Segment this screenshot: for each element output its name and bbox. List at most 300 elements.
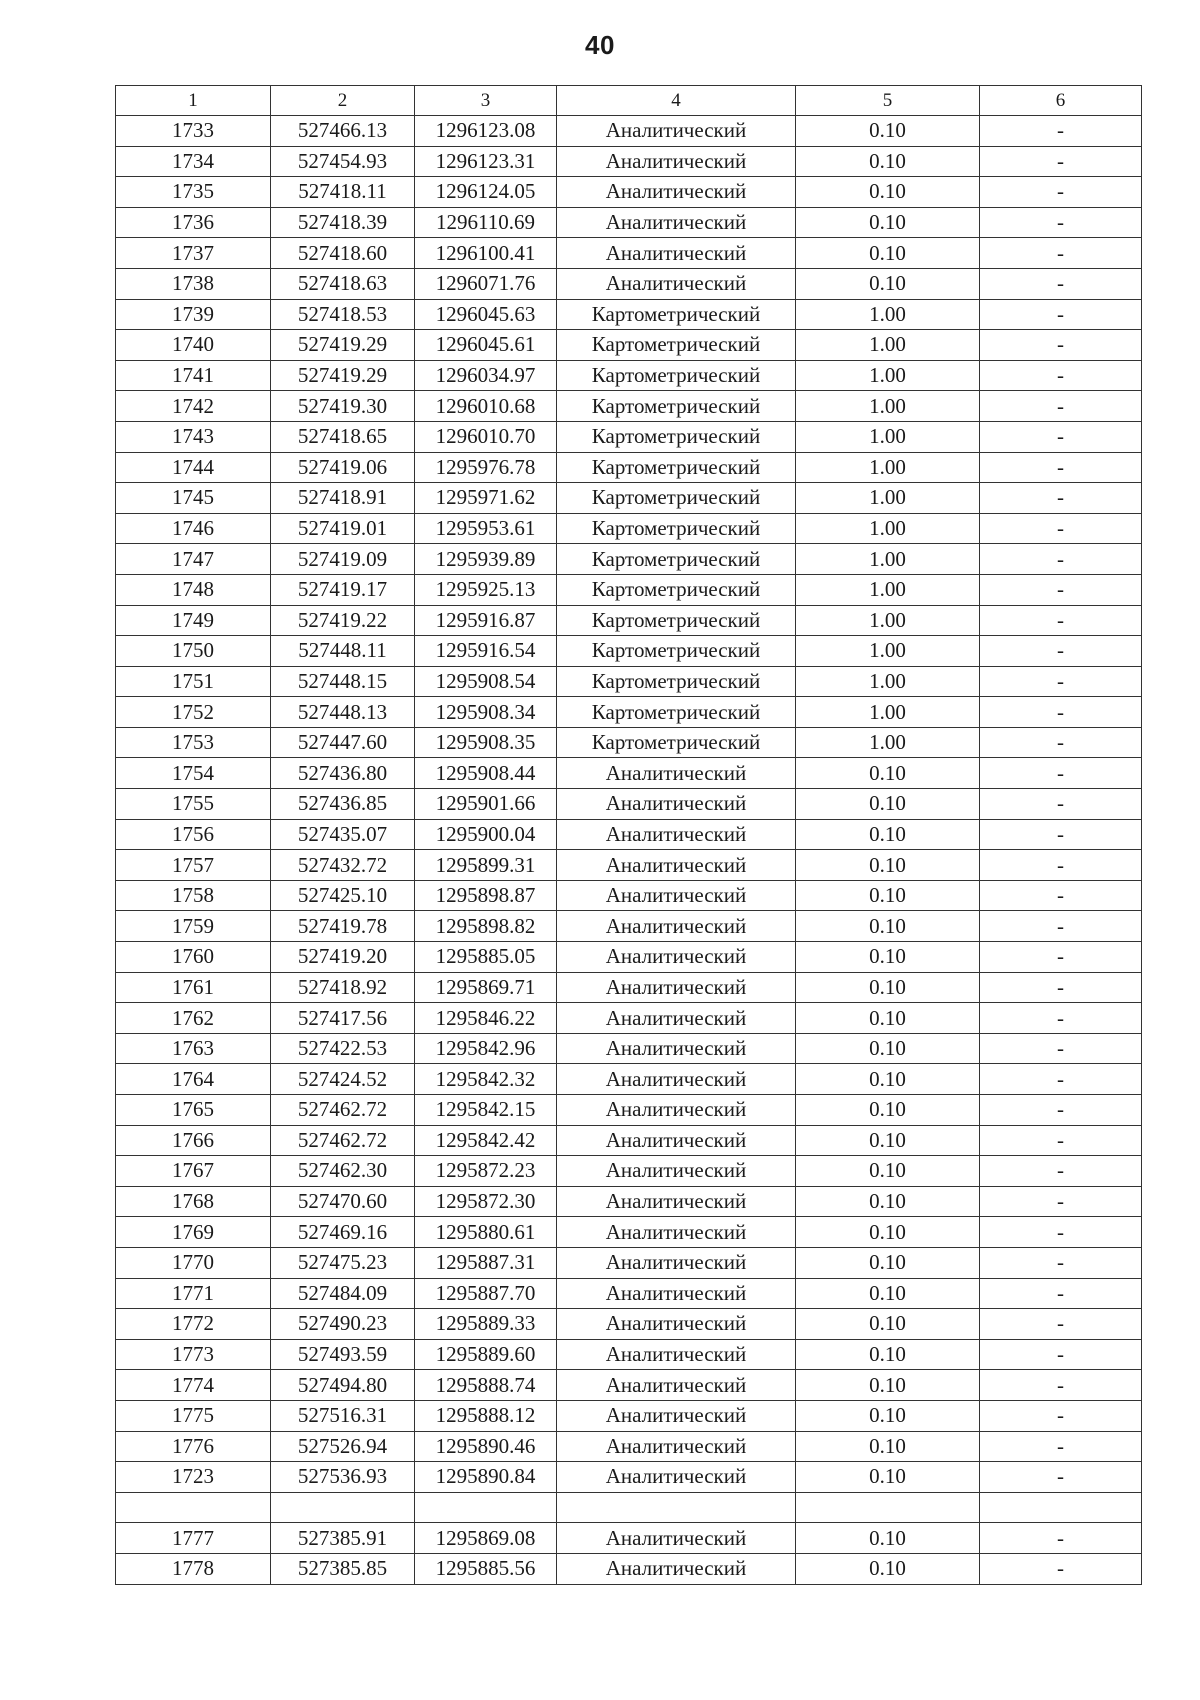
table-row <box>116 1095 1142 1126</box>
cell-method: Картометрический <box>557 391 796 422</box>
cell-note: - <box>980 1095 1142 1126</box>
cell-point-number: 1747 <box>116 544 271 575</box>
cell-note: - <box>980 116 1142 147</box>
cell-coordinate-x: 527462.30 <box>271 1156 415 1187</box>
cell-method: Аналитический <box>557 1431 796 1462</box>
cell-method: Картометрический <box>557 421 796 452</box>
cell-note: - <box>980 1156 1142 1187</box>
cell-note: - <box>980 1278 1142 1309</box>
cell-note: - <box>980 1217 1142 1248</box>
table-row <box>116 1462 1142 1493</box>
page-number: 40 <box>585 30 615 60</box>
cell-note: - <box>980 544 1142 575</box>
cell-accuracy: 0.10 <box>796 819 980 850</box>
column-header-5: 5 <box>796 86 980 116</box>
cell-coordinate-y: 1295842.96 <box>415 1033 557 1064</box>
cell-coordinate-y: 1295899.31 <box>415 850 557 881</box>
cell-point-number: 1743 <box>116 421 271 452</box>
cell-coordinate-x: 527462.72 <box>271 1125 415 1156</box>
cell-coordinate-x: 527490.23 <box>271 1309 415 1340</box>
cell-note: - <box>980 1247 1142 1278</box>
cell-coordinate-x: 527419.17 <box>271 574 415 605</box>
cell-note: - <box>980 972 1142 1003</box>
cell-method: Аналитический <box>557 1370 796 1401</box>
cell-coordinate-x: 527484.09 <box>271 1278 415 1309</box>
cell-point-number: 1734 <box>116 146 271 177</box>
cell-note: - <box>980 1431 1142 1462</box>
cell-coordinate-x: 527418.91 <box>271 483 415 514</box>
cell-note: - <box>980 299 1142 330</box>
cell-method: Аналитический <box>557 880 796 911</box>
cell-accuracy: 0.10 <box>796 758 980 789</box>
cell-method: Картометрический <box>557 574 796 605</box>
cell-point-number: 1733 <box>116 116 271 147</box>
cell-coordinate-x: 527432.72 <box>271 850 415 881</box>
cell-point-number: 1762 <box>116 1003 271 1034</box>
cell-coordinate-x: 527470.60 <box>271 1186 415 1217</box>
coordinates-table <box>115 85 1142 1585</box>
cell-coordinate-x: 527448.11 <box>271 636 415 667</box>
cell-coordinate-x: 527418.63 <box>271 268 415 299</box>
cell-point-number: 1777 <box>116 1523 271 1554</box>
cell-accuracy: 1.00 <box>796 360 980 391</box>
table-row <box>116 758 1142 789</box>
cell-point-number: 1753 <box>116 727 271 758</box>
table-row <box>116 360 1142 391</box>
table-row <box>116 146 1142 177</box>
cell-accuracy: 0.10 <box>796 1186 980 1217</box>
cell-coordinate-y: 1295901.66 <box>415 789 557 820</box>
cell-coordinate-y: 1295908.44 <box>415 758 557 789</box>
cell-point-number: 1764 <box>116 1064 271 1095</box>
table-row <box>116 177 1142 208</box>
table-row <box>116 605 1142 636</box>
cell-coordinate-y: 1295872.30 <box>415 1186 557 1217</box>
cell-coordinate-x: 527447.60 <box>271 727 415 758</box>
cell-accuracy: 0.10 <box>796 1370 980 1401</box>
cell-method: Аналитический <box>557 1186 796 1217</box>
cell-accuracy: 0.10 <box>796 1431 980 1462</box>
cell-method: Аналитический <box>557 850 796 881</box>
cell-coordinate-y <box>415 1492 557 1523</box>
cell-coordinate-y: 1295890.84 <box>415 1462 557 1493</box>
cell-note: - <box>980 421 1142 452</box>
cell-accuracy: 0.10 <box>796 1217 980 1248</box>
cell-note: - <box>980 1125 1142 1156</box>
cell-point-number: 1776 <box>116 1431 271 1462</box>
cell-accuracy: 0.10 <box>796 911 980 942</box>
cell-coordinate-y: 1295908.54 <box>415 666 557 697</box>
cell-method: Аналитический <box>557 1339 796 1370</box>
cell-coordinate-y: 1295939.89 <box>415 544 557 575</box>
cell-note: - <box>980 911 1142 942</box>
table-row <box>116 1339 1142 1370</box>
table-row <box>116 636 1142 667</box>
cell-coordinate-x: 527417.56 <box>271 1003 415 1034</box>
cell-coordinate-y: 1295925.13 <box>415 574 557 605</box>
cell-coordinate-y: 1295869.71 <box>415 972 557 1003</box>
cell-point-number: 1768 <box>116 1186 271 1217</box>
cell-note: - <box>980 819 1142 850</box>
cell-coordinate-x: 527425.10 <box>271 880 415 911</box>
cell-point-number: 1742 <box>116 391 271 422</box>
cell-coordinate-x: 527475.23 <box>271 1247 415 1278</box>
cell-coordinate-y: 1295888.74 <box>415 1370 557 1401</box>
cell-coordinate-x: 527419.29 <box>271 330 415 361</box>
cell-point-number: 1746 <box>116 513 271 544</box>
cell-coordinate-x: 527418.39 <box>271 207 415 238</box>
table-row <box>116 1156 1142 1187</box>
cell-coordinate-x: 527419.78 <box>271 911 415 942</box>
table-row <box>116 1523 1142 1554</box>
cell-coordinate-x: 527462.72 <box>271 1095 415 1126</box>
table-row <box>116 513 1142 544</box>
cell-coordinate-x: 527419.30 <box>271 391 415 422</box>
cell-coordinate-y: 1295953.61 <box>415 513 557 544</box>
cell-accuracy: 1.00 <box>796 330 980 361</box>
cell-point-number: 1749 <box>116 605 271 636</box>
cell-point-number: 1735 <box>116 177 271 208</box>
cell-coordinate-y: 1296100.41 <box>415 238 557 269</box>
column-header-4: 4 <box>557 86 796 116</box>
cell-coordinate-x: 527385.91 <box>271 1523 415 1554</box>
cell-accuracy <box>796 1492 980 1523</box>
cell-method <box>557 1492 796 1523</box>
cell-point-number: 1736 <box>116 207 271 238</box>
cell-coordinate-y: 1296010.68 <box>415 391 557 422</box>
cell-point-number: 1758 <box>116 880 271 911</box>
cell-method: Аналитический <box>557 1217 796 1248</box>
cell-point-number: 1739 <box>116 299 271 330</box>
cell-coordinate-x: 527419.29 <box>271 360 415 391</box>
cell-method: Аналитический <box>557 1247 796 1278</box>
cell-accuracy: 0.10 <box>796 789 980 820</box>
cell-method: Картометрический <box>557 605 796 636</box>
cell-point-number: 1770 <box>116 1247 271 1278</box>
cell-note: - <box>980 1462 1142 1493</box>
table-header-row <box>116 86 1142 116</box>
cell-coordinate-y: 1295846.22 <box>415 1003 557 1034</box>
cell-note: - <box>980 330 1142 361</box>
cell-point-number: 1765 <box>116 1095 271 1126</box>
cell-method: Картометрический <box>557 360 796 391</box>
cell-note: - <box>980 1003 1142 1034</box>
cell-coordinate-x: 527385.85 <box>271 1553 415 1584</box>
cell-coordinate-y: 1295916.54 <box>415 636 557 667</box>
cell-accuracy: 0.10 <box>796 177 980 208</box>
cell-coordinate-x: 527419.01 <box>271 513 415 544</box>
table-row <box>116 483 1142 514</box>
cell-coordinate-y: 1296010.70 <box>415 421 557 452</box>
table-row <box>116 330 1142 361</box>
cell-method: Картометрический <box>557 697 796 728</box>
cell-coordinate-y: 1295842.42 <box>415 1125 557 1156</box>
cell-coordinate-x: 527526.94 <box>271 1431 415 1462</box>
cell-method: Картометрический <box>557 544 796 575</box>
cell-accuracy: 0.10 <box>796 1523 980 1554</box>
cell-method: Аналитический <box>557 789 796 820</box>
cell-coordinate-y: 1296045.63 <box>415 299 557 330</box>
cell-note: - <box>980 1523 1142 1554</box>
cell-method: Аналитический <box>557 1095 796 1126</box>
table-row <box>116 452 1142 483</box>
cell-method: Аналитический <box>557 238 796 269</box>
cell-note: - <box>980 1186 1142 1217</box>
cell-method: Картометрический <box>557 330 796 361</box>
cell-coordinate-y: 1295842.32 <box>415 1064 557 1095</box>
cell-accuracy: 0.10 <box>796 207 980 238</box>
cell-accuracy: 1.00 <box>796 452 980 483</box>
cell-point-number: 1752 <box>116 697 271 728</box>
table-row <box>116 421 1142 452</box>
cell-accuracy: 0.10 <box>796 1003 980 1034</box>
cell-coordinate-x: 527419.09 <box>271 544 415 575</box>
table-row <box>116 268 1142 299</box>
cell-method: Аналитический <box>557 146 796 177</box>
cell-coordinate-y: 1295887.70 <box>415 1278 557 1309</box>
cell-coordinate-y: 1295908.35 <box>415 727 557 758</box>
cell-method: Аналитический <box>557 1033 796 1064</box>
cell-note: - <box>980 666 1142 697</box>
cell-point-number: 1771 <box>116 1278 271 1309</box>
table-row <box>116 697 1142 728</box>
cell-method: Аналитический <box>557 116 796 147</box>
cell-accuracy: 0.10 <box>796 1553 980 1584</box>
cell-coordinate-x: 527419.20 <box>271 942 415 973</box>
cell-method: Аналитический <box>557 1278 796 1309</box>
cell-point-number: 1766 <box>116 1125 271 1156</box>
cell-method: Аналитический <box>557 972 796 1003</box>
cell-method: Картометрический <box>557 666 796 697</box>
cell-coordinate-y: 1296123.31 <box>415 146 557 177</box>
cell-method: Аналитический <box>557 1125 796 1156</box>
table-row <box>116 1247 1142 1278</box>
table-row <box>116 1278 1142 1309</box>
cell-coordinate-x: 527536.93 <box>271 1462 415 1493</box>
table-row <box>116 1125 1142 1156</box>
cell-note: - <box>980 1370 1142 1401</box>
cell-coordinate-y: 1295898.82 <box>415 911 557 942</box>
table-row <box>116 1309 1142 1340</box>
cell-accuracy: 0.10 <box>796 238 980 269</box>
cell-accuracy: 0.10 <box>796 1400 980 1431</box>
table-row <box>116 207 1142 238</box>
table-row <box>116 116 1142 147</box>
cell-note: - <box>980 391 1142 422</box>
cell-coordinate-x: 527454.93 <box>271 146 415 177</box>
cell-coordinate-y: 1295887.31 <box>415 1247 557 1278</box>
cell-coordinate-y: 1295869.08 <box>415 1523 557 1554</box>
cell-coordinate-x: 527424.52 <box>271 1064 415 1095</box>
cell-coordinate-y: 1295900.04 <box>415 819 557 850</box>
table-row <box>116 1003 1142 1034</box>
cell-point-number <box>116 1492 271 1523</box>
cell-coordinate-y: 1295890.46 <box>415 1431 557 1462</box>
cell-coordinate-y: 1295872.23 <box>415 1156 557 1187</box>
cell-method: Аналитический <box>557 1003 796 1034</box>
cell-note: - <box>980 177 1142 208</box>
cell-accuracy: 0.10 <box>796 1247 980 1278</box>
cell-accuracy: 0.10 <box>796 1156 980 1187</box>
cell-point-number: 1756 <box>116 819 271 850</box>
cell-coordinate-y: 1295889.33 <box>415 1309 557 1340</box>
cell-note: - <box>980 238 1142 269</box>
cell-coordinate-y: 1295889.60 <box>415 1339 557 1370</box>
cell-point-number: 1763 <box>116 1033 271 1064</box>
cell-point-number: 1737 <box>116 238 271 269</box>
cell-coordinate-y: 1295888.12 <box>415 1400 557 1431</box>
cell-note: - <box>980 360 1142 391</box>
cell-coordinate-x: 527469.16 <box>271 1217 415 1248</box>
cell-point-number: 1741 <box>116 360 271 391</box>
cell-note: - <box>980 1400 1142 1431</box>
cell-method: Картометрический <box>557 299 796 330</box>
cell-point-number: 1740 <box>116 330 271 361</box>
cell-accuracy: 1.00 <box>796 605 980 636</box>
cell-method: Аналитический <box>557 1553 796 1584</box>
cell-accuracy: 0.10 <box>796 1339 980 1370</box>
cell-method: Аналитический <box>557 177 796 208</box>
cell-note: - <box>980 758 1142 789</box>
cell-point-number: 1772 <box>116 1309 271 1340</box>
cell-coordinate-y: 1296110.69 <box>415 207 557 238</box>
cell-point-number: 1748 <box>116 574 271 605</box>
cell-point-number: 1774 <box>116 1370 271 1401</box>
cell-method: Картометрический <box>557 513 796 544</box>
cell-coordinate-y: 1295842.15 <box>415 1095 557 1126</box>
cell-coordinate-x: 527436.80 <box>271 758 415 789</box>
cell-coordinate-y: 1295885.56 <box>415 1553 557 1584</box>
cell-accuracy: 1.00 <box>796 483 980 514</box>
cell-point-number: 1755 <box>116 789 271 820</box>
table-row <box>116 299 1142 330</box>
cell-note: - <box>980 483 1142 514</box>
cell-coordinate-y: 1296034.97 <box>415 360 557 391</box>
cell-point-number: 1778 <box>116 1553 271 1584</box>
cell-point-number: 1760 <box>116 942 271 973</box>
cell-method: Аналитический <box>557 819 796 850</box>
cell-method: Аналитический <box>557 1523 796 1554</box>
cell-accuracy: 0.10 <box>796 1462 980 1493</box>
cell-note: - <box>980 880 1142 911</box>
cell-accuracy: 1.00 <box>796 574 980 605</box>
cell-point-number: 1759 <box>116 911 271 942</box>
cell-coordinate-y: 1295880.61 <box>415 1217 557 1248</box>
cell-method: Картометрический <box>557 636 796 667</box>
cell-note: - <box>980 1033 1142 1064</box>
cell-coordinate-x: 527448.13 <box>271 697 415 728</box>
cell-accuracy: 0.10 <box>796 1033 980 1064</box>
cell-note: - <box>980 605 1142 636</box>
cell-coordinate-x: 527418.53 <box>271 299 415 330</box>
cell-note: - <box>980 1553 1142 1584</box>
cell-coordinate-x: 527466.13 <box>271 116 415 147</box>
column-header-6: 6 <box>980 86 1142 116</box>
cell-coordinate-y: 1296123.08 <box>415 116 557 147</box>
cell-point-number: 1757 <box>116 850 271 881</box>
table-row <box>116 574 1142 605</box>
cell-coordinate-x: 527435.07 <box>271 819 415 850</box>
table-row <box>116 666 1142 697</box>
table-row <box>116 880 1142 911</box>
cell-point-number: 1745 <box>116 483 271 514</box>
table-row <box>116 238 1142 269</box>
cell-point-number: 1767 <box>116 1156 271 1187</box>
cell-note: - <box>980 513 1142 544</box>
cell-point-number: 1775 <box>116 1400 271 1431</box>
cell-coordinate-x: 527494.80 <box>271 1370 415 1401</box>
cell-coordinate-y: 1295976.78 <box>415 452 557 483</box>
cell-accuracy: 1.00 <box>796 544 980 575</box>
cell-method: Аналитический <box>557 1156 796 1187</box>
table-row <box>116 1186 1142 1217</box>
cell-coordinate-x: 527419.22 <box>271 605 415 636</box>
cell-method: Картометрический <box>557 452 796 483</box>
cell-note: - <box>980 789 1142 820</box>
cell-accuracy: 0.10 <box>796 1278 980 1309</box>
cell-note: - <box>980 207 1142 238</box>
table-row <box>116 1064 1142 1095</box>
cell-method: Аналитический <box>557 207 796 238</box>
cell-note: - <box>980 1064 1142 1095</box>
cell-accuracy: 0.10 <box>796 972 980 1003</box>
cell-coordinate-x: 527418.92 <box>271 972 415 1003</box>
table-row <box>116 911 1142 942</box>
column-header-2: 2 <box>271 86 415 116</box>
cell-note: - <box>980 268 1142 299</box>
table-row <box>116 1217 1142 1248</box>
cell-method: Аналитический <box>557 942 796 973</box>
column-header-1: 1 <box>116 86 271 116</box>
table-row <box>116 1033 1142 1064</box>
cell-accuracy: 0.10 <box>796 116 980 147</box>
table-row <box>116 942 1142 973</box>
table-row <box>116 1431 1142 1462</box>
cell-point-number: 1773 <box>116 1339 271 1370</box>
cell-coordinate-x: 527516.31 <box>271 1400 415 1431</box>
table-row <box>116 391 1142 422</box>
cell-coordinate-x: 527448.15 <box>271 666 415 697</box>
cell-coordinate-x <box>271 1492 415 1523</box>
cell-accuracy: 0.10 <box>796 146 980 177</box>
table-body <box>116 116 1142 1585</box>
cell-accuracy: 1.00 <box>796 391 980 422</box>
cell-method: Аналитический <box>557 758 796 789</box>
cell-coordinate-y: 1295898.87 <box>415 880 557 911</box>
cell-coordinate-y: 1296045.61 <box>415 330 557 361</box>
cell-accuracy: 1.00 <box>796 421 980 452</box>
cell-note: - <box>980 727 1142 758</box>
column-header-3: 3 <box>415 86 557 116</box>
cell-accuracy: 0.10 <box>796 1064 980 1095</box>
cell-accuracy: 0.10 <box>796 1095 980 1126</box>
cell-coordinate-y: 1296071.76 <box>415 268 557 299</box>
cell-point-number: 1738 <box>116 268 271 299</box>
cell-note: - <box>980 697 1142 728</box>
cell-note: - <box>980 850 1142 881</box>
cell-accuracy: 0.10 <box>796 1125 980 1156</box>
cell-method: Аналитический <box>557 1064 796 1095</box>
cell-point-number: 1750 <box>116 636 271 667</box>
cell-point-number: 1754 <box>116 758 271 789</box>
cell-method: Аналитический <box>557 911 796 942</box>
cell-coordinate-x: 527418.60 <box>271 238 415 269</box>
cell-coordinate-y: 1295916.87 <box>415 605 557 636</box>
table-row <box>116 1400 1142 1431</box>
cell-coordinate-x: 527422.53 <box>271 1033 415 1064</box>
table-row <box>116 1492 1142 1523</box>
cell-coordinate-y: 1295971.62 <box>415 483 557 514</box>
